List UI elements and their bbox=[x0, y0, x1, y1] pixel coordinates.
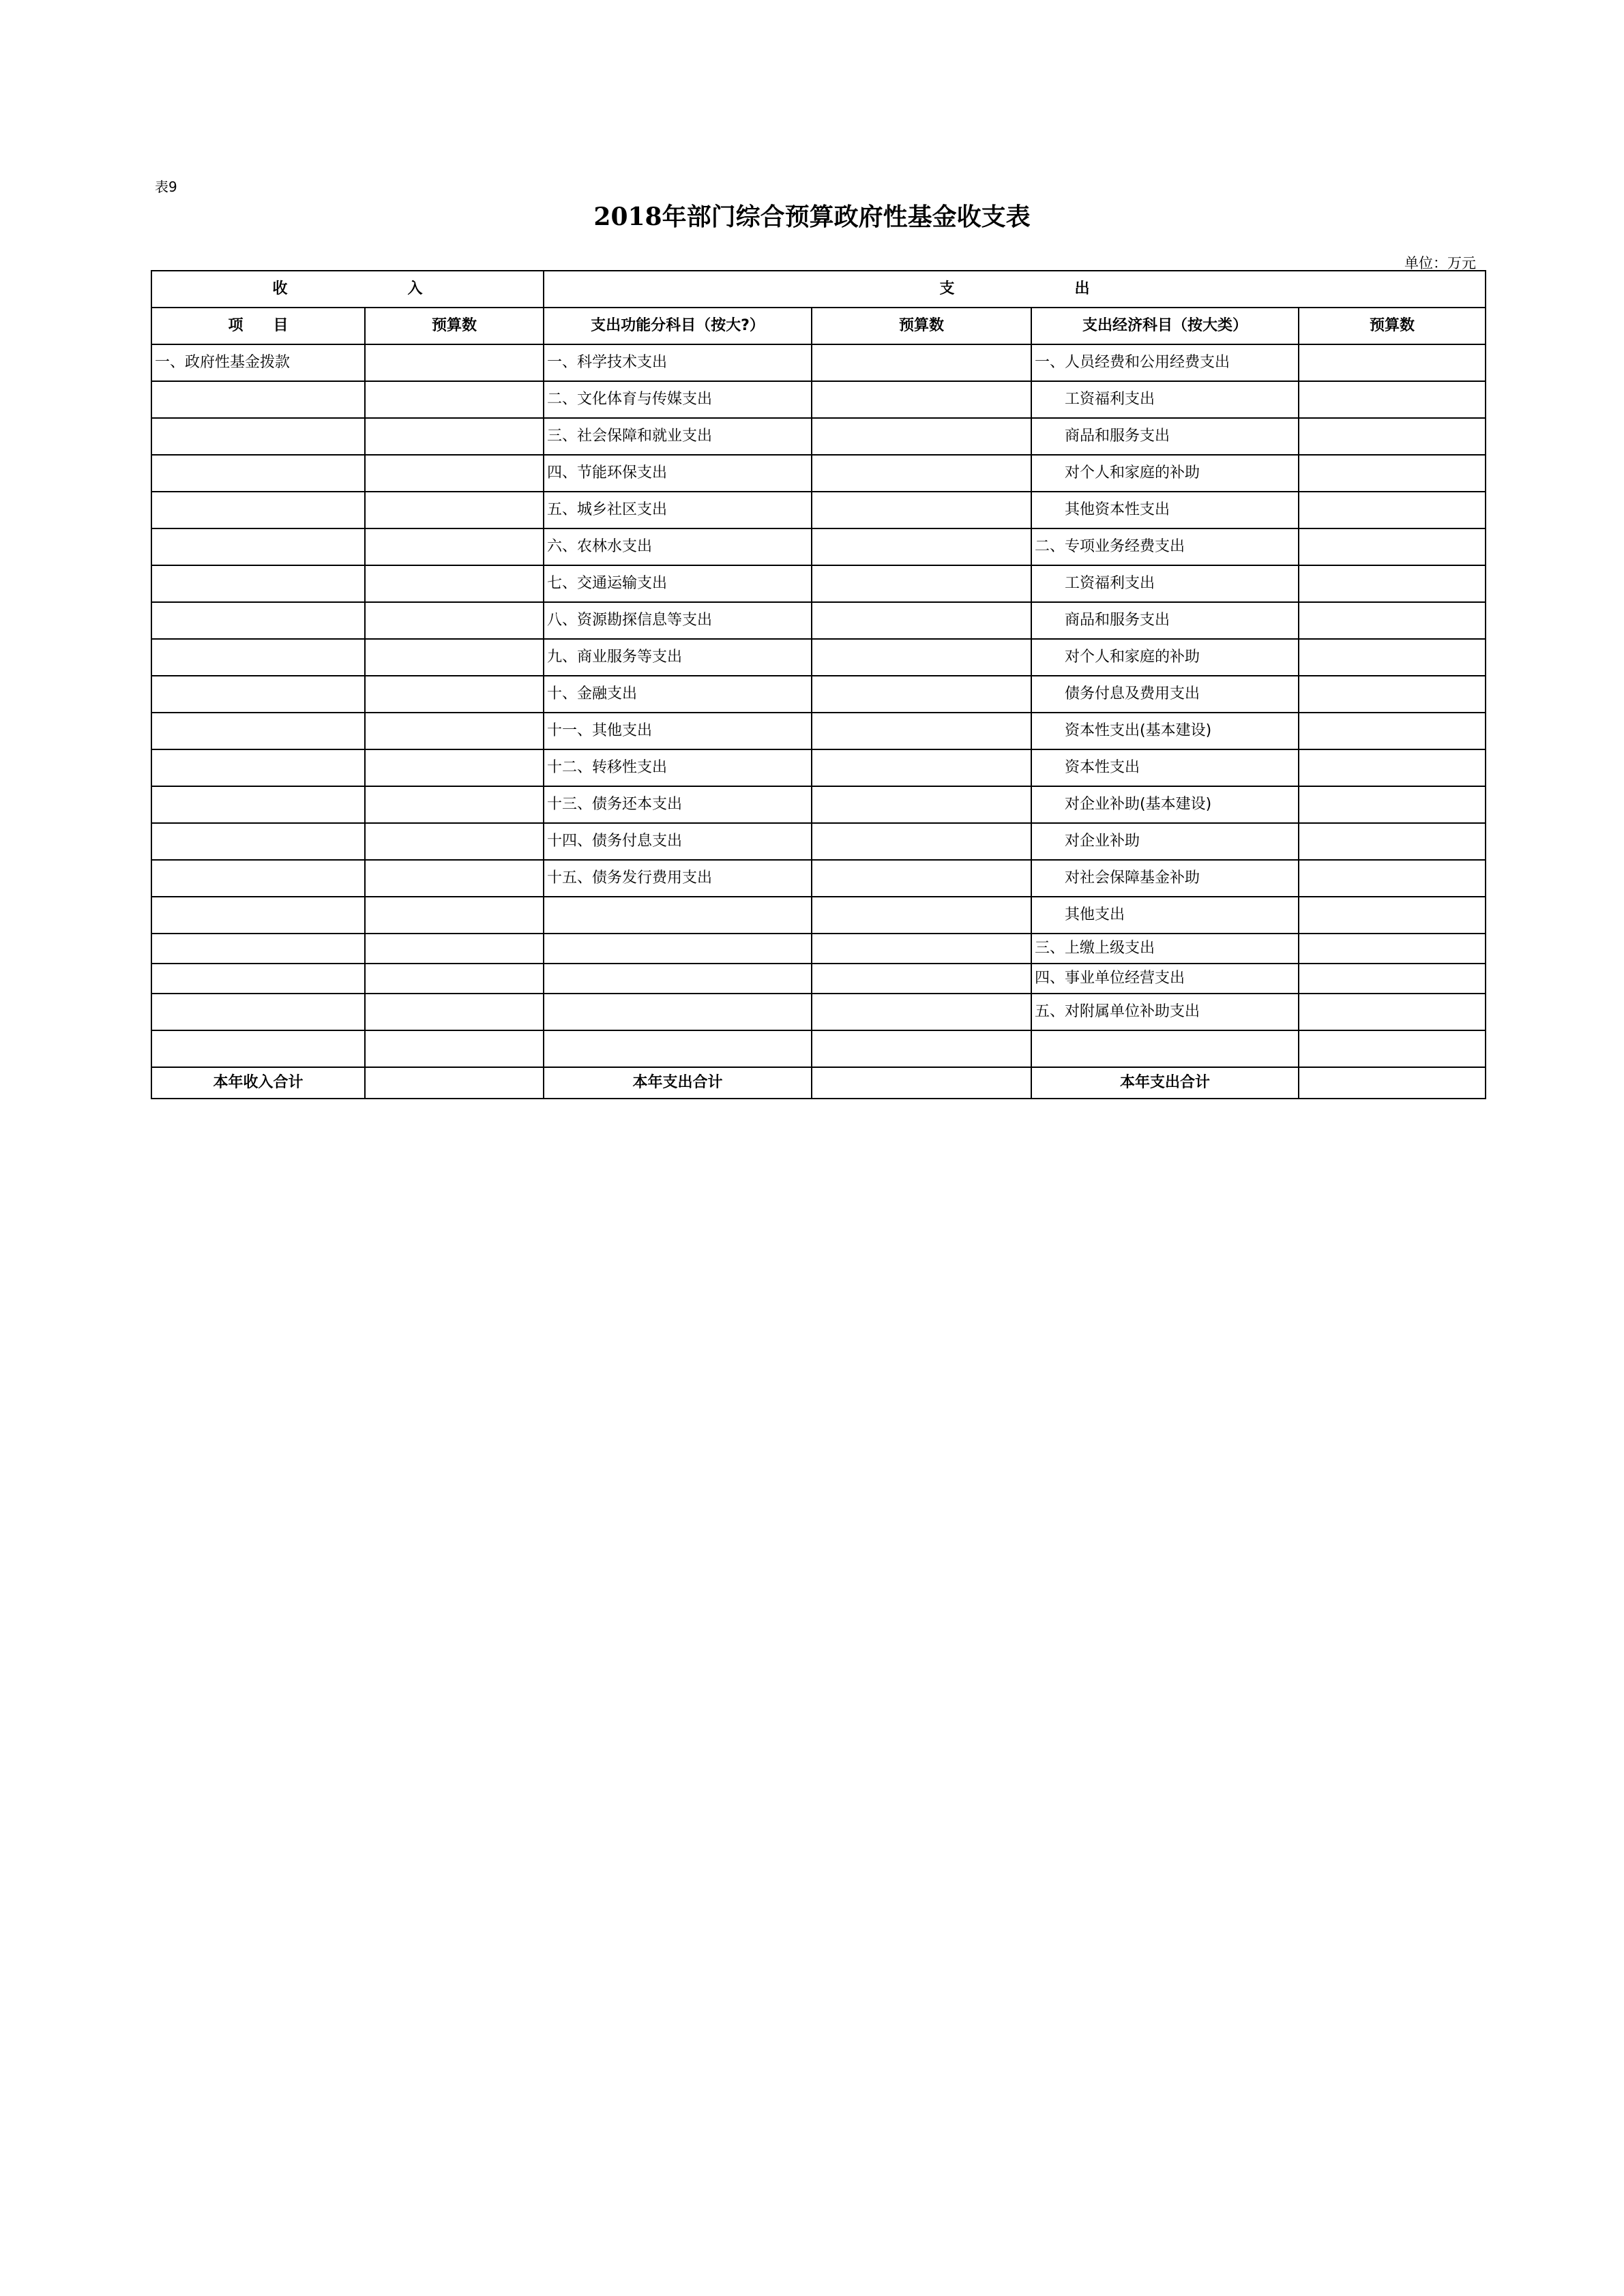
econ-budget-cell bbox=[1299, 492, 1486, 528]
econ-subject-header: 支出经济科目（按大类） bbox=[1031, 308, 1299, 344]
func-subject-cell: 八、资源勘探信息等支出 bbox=[544, 602, 812, 639]
income-budget-cell bbox=[365, 492, 544, 528]
func-subject-cell: 十、金融支出 bbox=[544, 676, 812, 713]
econ-subject-cell: 对社会保障基金补助 bbox=[1031, 860, 1299, 897]
func-budget-cell bbox=[812, 749, 1031, 786]
table-row bbox=[151, 455, 1486, 492]
table-row bbox=[151, 344, 1486, 381]
econ-subject-cell: 资本性支出(基本建设) bbox=[1031, 713, 1299, 749]
func-budget-cell bbox=[812, 823, 1031, 860]
func-subject-cell: 九、商业服务等支出 bbox=[544, 639, 812, 676]
table-row bbox=[151, 1030, 1486, 1067]
func-subject-cell bbox=[544, 1030, 812, 1067]
income-item-cell bbox=[151, 381, 365, 418]
econ-budget-cell bbox=[1299, 786, 1486, 823]
income-budget-header: 预算数 bbox=[365, 308, 544, 344]
income-budget-cell bbox=[365, 418, 544, 455]
func-total-label: 本年支出合计 bbox=[544, 1067, 812, 1099]
func-subject-cell: 十一、其他支出 bbox=[544, 713, 812, 749]
func-budget-cell bbox=[812, 964, 1031, 994]
econ-subject-cell: 对个人和家庭的补助 bbox=[1031, 639, 1299, 676]
func-budget-cell bbox=[812, 676, 1031, 713]
econ-budget-cell bbox=[1299, 934, 1486, 964]
econ-budget-cell bbox=[1299, 676, 1486, 713]
income-item-cell bbox=[151, 639, 365, 676]
econ-subject-cell: 资本性支出 bbox=[1031, 749, 1299, 786]
econ-subject-cell: 其他支出 bbox=[1031, 897, 1299, 934]
func-subject-cell bbox=[544, 897, 812, 934]
table-row bbox=[151, 528, 1486, 565]
income-item-cell bbox=[151, 565, 365, 602]
income-item-cell bbox=[151, 455, 365, 492]
func-budget-cell bbox=[812, 713, 1031, 749]
income-budget-cell bbox=[365, 639, 544, 676]
func-budget-header: 预算数 bbox=[812, 308, 1031, 344]
func-budget-cell bbox=[812, 994, 1031, 1030]
func-subject-cell: 三、社会保障和就业支出 bbox=[544, 418, 812, 455]
func-subject-cell: 十三、债务还本支出 bbox=[544, 786, 812, 823]
table-row bbox=[151, 492, 1486, 528]
expense-header: 支 出 bbox=[544, 271, 1486, 308]
func-budget-cell bbox=[812, 455, 1031, 492]
income-item-cell bbox=[151, 786, 365, 823]
econ-subject-cell bbox=[1031, 1030, 1299, 1067]
econ-budget-cell bbox=[1299, 964, 1486, 994]
econ-budget-cell bbox=[1299, 897, 1486, 934]
income-item-cell bbox=[151, 860, 365, 897]
table-row bbox=[151, 994, 1486, 1030]
income-budget-cell bbox=[365, 934, 544, 964]
econ-budget-cell bbox=[1299, 713, 1486, 749]
income-total-label: 本年收入合计 bbox=[151, 1067, 365, 1099]
econ-budget-cell bbox=[1299, 455, 1486, 492]
func-budget-cell bbox=[812, 639, 1031, 676]
income-budget-cell bbox=[365, 860, 544, 897]
income-budget-cell bbox=[365, 528, 544, 565]
func-budget-cell bbox=[812, 897, 1031, 934]
table-row bbox=[151, 418, 1486, 455]
income-item-cell bbox=[151, 994, 365, 1030]
func-budget-cell bbox=[812, 602, 1031, 639]
econ-budget-cell bbox=[1299, 528, 1486, 565]
income-item-cell bbox=[151, 934, 365, 964]
econ-subject-cell: 一、人员经费和公用经费支出 bbox=[1031, 344, 1299, 381]
table-number: 表9 bbox=[155, 179, 177, 195]
econ-subject-cell: 对个人和家庭的补助 bbox=[1031, 455, 1299, 492]
income-total-value bbox=[365, 1067, 544, 1099]
table-row bbox=[151, 934, 1486, 964]
income-budget-cell bbox=[365, 994, 544, 1030]
econ-budget-cell bbox=[1299, 994, 1486, 1030]
func-subject-cell bbox=[544, 964, 812, 994]
econ-budget-cell bbox=[1299, 1030, 1486, 1067]
func-subject-cell: 十二、转移性支出 bbox=[544, 749, 812, 786]
table-row bbox=[151, 639, 1486, 676]
income-header: 收 入 bbox=[151, 271, 544, 308]
income-item-cell bbox=[151, 897, 365, 934]
econ-budget-cell bbox=[1299, 860, 1486, 897]
header-row-1 bbox=[151, 271, 1486, 308]
econ-subject-cell: 商品和服务支出 bbox=[1031, 418, 1299, 455]
func-budget-cell bbox=[812, 1030, 1031, 1067]
table-row bbox=[151, 381, 1486, 418]
income-budget-cell bbox=[365, 602, 544, 639]
income-item-cell bbox=[151, 1030, 365, 1067]
income-budget-cell bbox=[365, 381, 544, 418]
func-total-value bbox=[812, 1067, 1031, 1099]
income-budget-cell bbox=[365, 823, 544, 860]
budget-table-body bbox=[151, 271, 1486, 1099]
page-title: 2018年部门综合预算政府性基金收支表 bbox=[593, 203, 1031, 231]
econ-subject-cell: 对企业补助(基本建设) bbox=[1031, 786, 1299, 823]
func-subject-cell: 四、节能环保支出 bbox=[544, 455, 812, 492]
income-budget-cell bbox=[365, 1030, 544, 1067]
table-row bbox=[151, 860, 1486, 897]
econ-budget-cell bbox=[1299, 381, 1486, 418]
econ-budget-cell bbox=[1299, 565, 1486, 602]
unit-label: 单位：万元 bbox=[1404, 255, 1476, 271]
income-item-cell bbox=[151, 418, 365, 455]
table-row bbox=[151, 602, 1486, 639]
income-item-cell bbox=[151, 964, 365, 994]
econ-subject-cell: 商品和服务支出 bbox=[1031, 602, 1299, 639]
func-budget-cell bbox=[812, 528, 1031, 565]
table-row bbox=[151, 964, 1486, 994]
econ-subject-cell: 三、上缴上级支出 bbox=[1031, 934, 1299, 964]
func-subject-cell: 二、文化体育与传媒支出 bbox=[544, 381, 812, 418]
econ-subject-cell: 工资福利支出 bbox=[1031, 381, 1299, 418]
income-budget-cell bbox=[365, 565, 544, 602]
header-row-2 bbox=[151, 308, 1486, 344]
income-item-cell bbox=[151, 492, 365, 528]
income-budget-cell bbox=[365, 344, 544, 381]
income-item-cell bbox=[151, 676, 365, 713]
income-budget-cell bbox=[365, 676, 544, 713]
income-budget-cell bbox=[365, 455, 544, 492]
econ-budget-cell bbox=[1299, 602, 1486, 639]
func-budget-cell bbox=[812, 860, 1031, 897]
func-subject-cell: 七、交通运输支出 bbox=[544, 565, 812, 602]
table-row bbox=[151, 897, 1486, 934]
econ-budget-cell bbox=[1299, 639, 1486, 676]
econ-budget-cell bbox=[1299, 823, 1486, 860]
econ-budget-cell bbox=[1299, 344, 1486, 381]
econ-total-value bbox=[1299, 1067, 1486, 1099]
econ-subject-cell: 债务付息及费用支出 bbox=[1031, 676, 1299, 713]
econ-budget-cell bbox=[1299, 749, 1486, 786]
func-budget-cell bbox=[812, 418, 1031, 455]
income-item-cell bbox=[151, 602, 365, 639]
econ-subject-cell: 其他资本性支出 bbox=[1031, 492, 1299, 528]
func-budget-cell bbox=[812, 344, 1031, 381]
income-item-cell bbox=[151, 749, 365, 786]
econ-total-label: 本年支出合计 bbox=[1031, 1067, 1299, 1099]
table-row bbox=[151, 676, 1486, 713]
table-row bbox=[151, 786, 1486, 823]
table-row bbox=[151, 823, 1486, 860]
func-subject-cell: 一、科学技术支出 bbox=[544, 344, 812, 381]
income-budget-cell bbox=[365, 964, 544, 994]
income-item-cell bbox=[151, 823, 365, 860]
func-subject-cell: 五、城乡社区支出 bbox=[544, 492, 812, 528]
totals-row bbox=[151, 1067, 1486, 1099]
func-budget-cell bbox=[812, 934, 1031, 964]
econ-budget-cell bbox=[1299, 418, 1486, 455]
func-budget-cell bbox=[812, 492, 1031, 528]
func-subject-header: 支出功能分科目（按大?） bbox=[544, 308, 812, 344]
table-row bbox=[151, 565, 1486, 602]
budget-table bbox=[151, 270, 1486, 1099]
income-item-cell: 一、政府性基金拨款 bbox=[151, 344, 365, 381]
income-item-cell bbox=[151, 528, 365, 565]
income-budget-cell bbox=[365, 749, 544, 786]
func-budget-cell bbox=[812, 786, 1031, 823]
func-subject-cell bbox=[544, 934, 812, 964]
econ-subject-cell: 五、对附属单位补助支出 bbox=[1031, 994, 1299, 1030]
func-subject-cell: 十四、债务付息支出 bbox=[544, 823, 812, 860]
income-budget-cell bbox=[365, 713, 544, 749]
econ-subject-cell: 二、专项业务经费支出 bbox=[1031, 528, 1299, 565]
func-budget-cell bbox=[812, 381, 1031, 418]
income-budget-cell bbox=[365, 897, 544, 934]
func-subject-cell: 十五、债务发行费用支出 bbox=[544, 860, 812, 897]
table-row bbox=[151, 749, 1486, 786]
item-header: 项 目 bbox=[151, 308, 365, 344]
func-budget-cell bbox=[812, 565, 1031, 602]
income-budget-cell bbox=[365, 786, 544, 823]
econ-budget-header: 预算数 bbox=[1299, 308, 1486, 344]
income-item-cell bbox=[151, 713, 365, 749]
econ-subject-cell: 四、事业单位经营支出 bbox=[1031, 964, 1299, 994]
func-subject-cell: 六、农林水支出 bbox=[544, 528, 812, 565]
econ-subject-cell: 对企业补助 bbox=[1031, 823, 1299, 860]
func-subject-cell bbox=[544, 994, 812, 1030]
table-row bbox=[151, 713, 1486, 749]
econ-subject-cell: 工资福利支出 bbox=[1031, 565, 1299, 602]
